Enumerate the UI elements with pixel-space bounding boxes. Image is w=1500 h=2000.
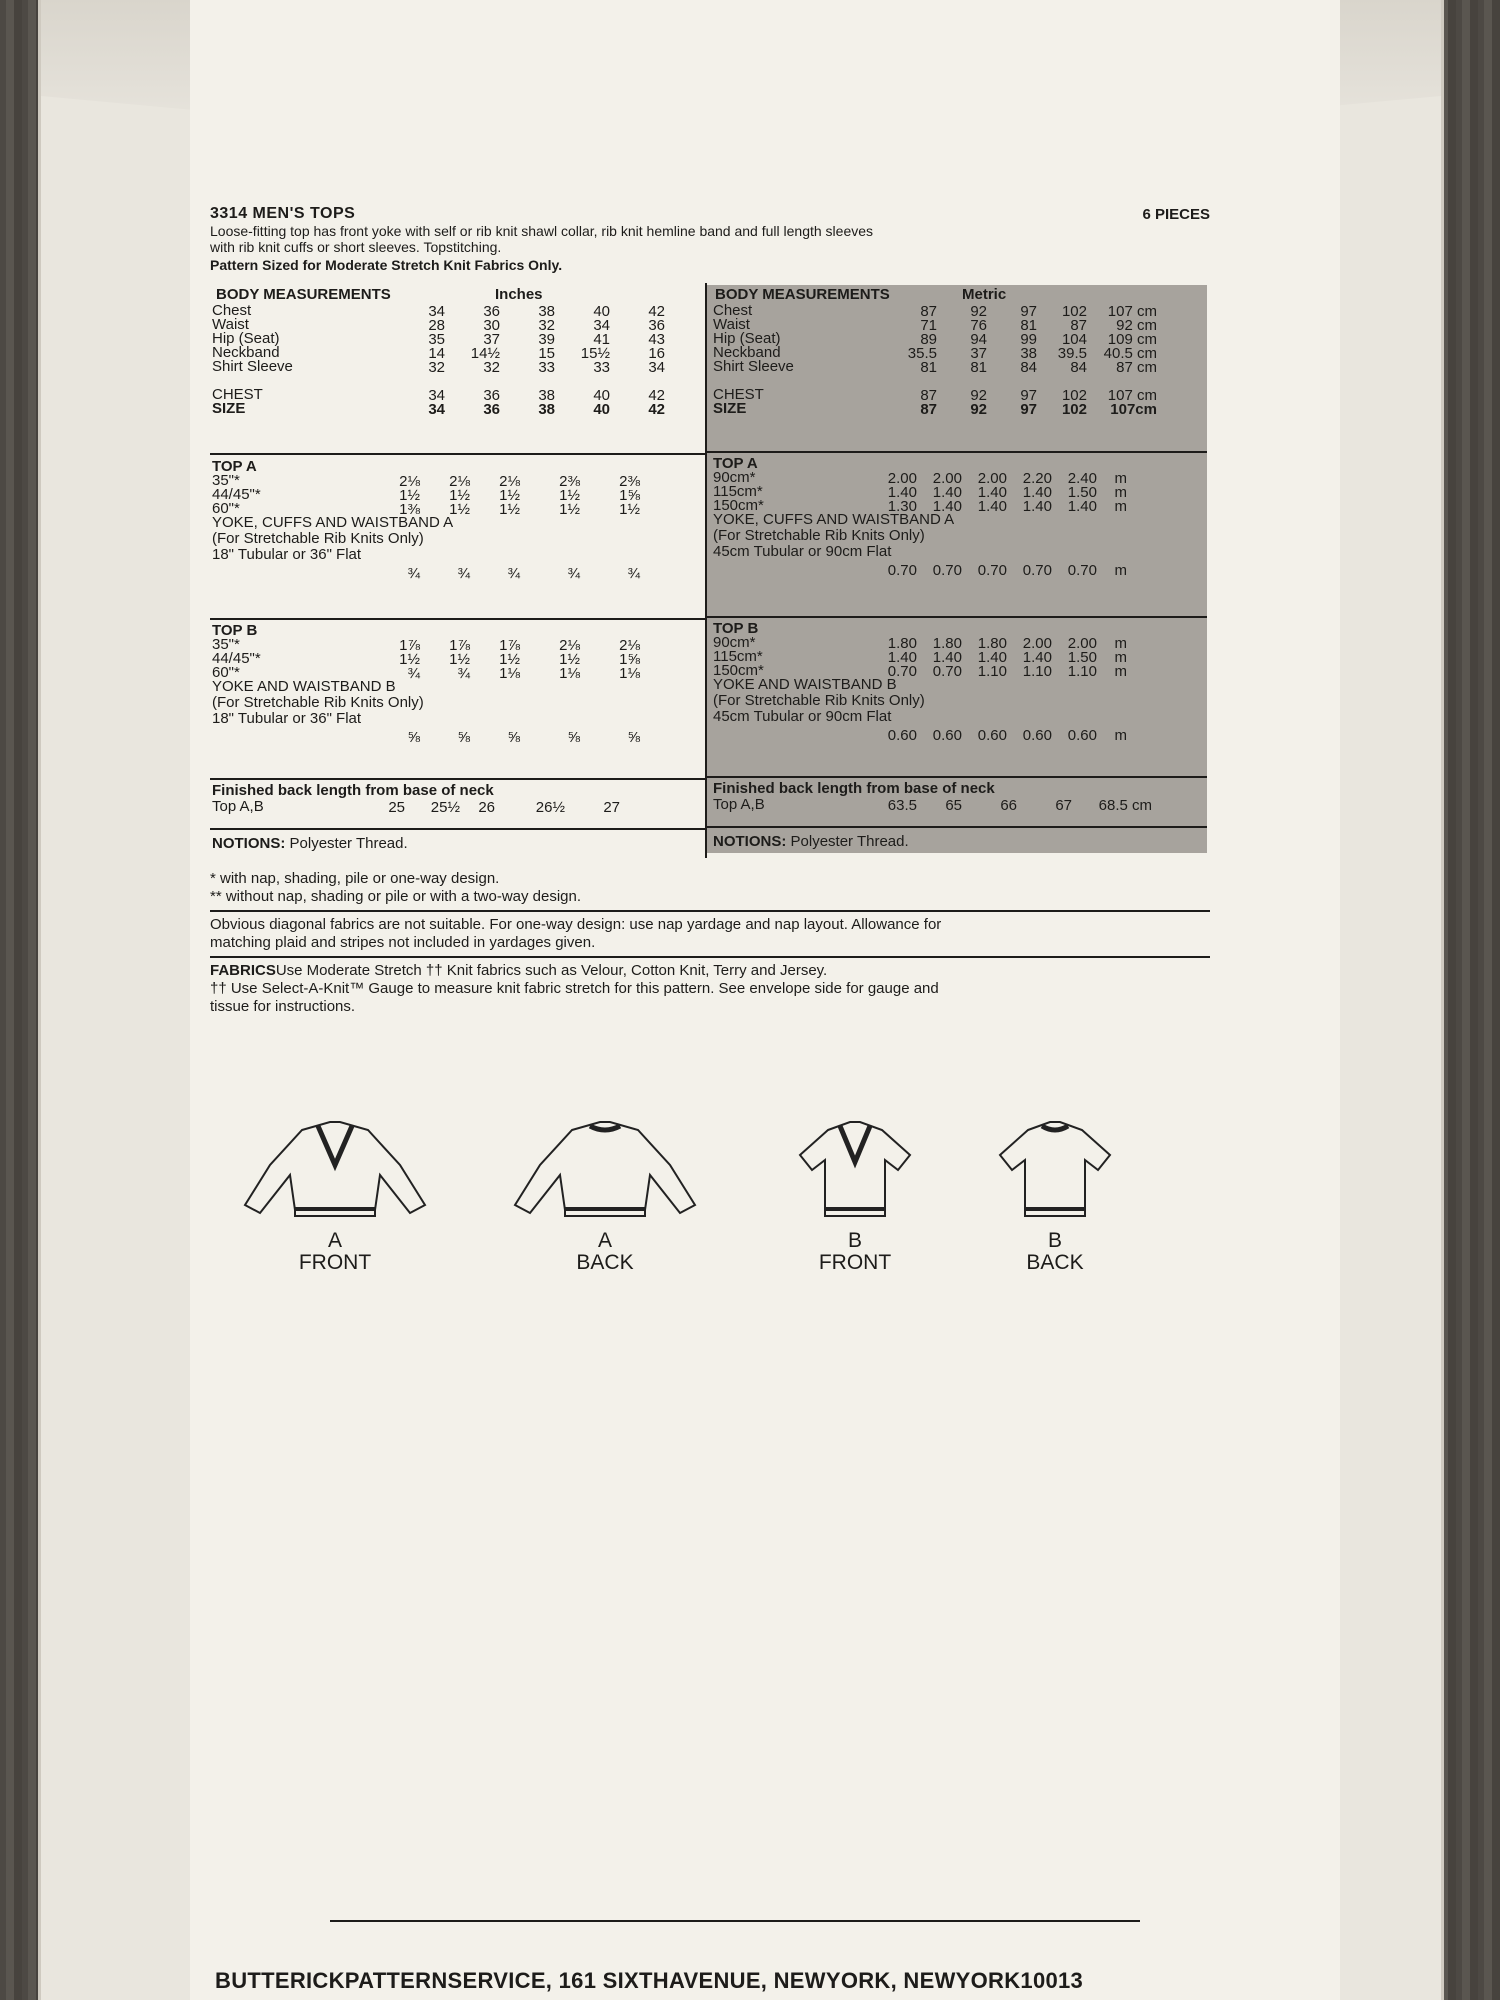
cell-value: 37 (483, 331, 500, 348)
yardage-table (210, 283, 1210, 858)
cell-value: 16 (648, 345, 665, 362)
cell-value: 0.70 (932, 562, 962, 579)
gauge-note-1: †† Use Select-A-Knit™ Gauge to measure knit fabric stretch for this pattern. See envelope side for gauge and (210, 980, 939, 997)
rib-knit-values (360, 565, 640, 582)
cell-value: 92 cm (1116, 317, 1157, 334)
cell-value: 1.40 (932, 498, 962, 515)
yardage-values (872, 663, 1127, 680)
cell-value: 40 (593, 387, 610, 404)
cell-value: ⅝ (457, 729, 470, 746)
cell-value: 1½ (559, 501, 580, 518)
measurement-label: Shirt Sleeve (212, 358, 293, 375)
rib-knit-size: 45cm Tubular or 90cm Flat (713, 708, 892, 725)
cell-value: 34 (428, 401, 445, 418)
cell-value: 0.60 (887, 727, 917, 744)
measurement-label: Neckband (212, 344, 280, 361)
rib-knit-size: 18" Tubular or 36" Flat (212, 546, 362, 563)
pieces-count: 6 PIECES (1142, 206, 1210, 223)
size-values (390, 401, 665, 418)
cell-value: 87 (1070, 317, 1087, 334)
cell-value: 1⅜ (399, 501, 420, 518)
cell-value: m (1114, 498, 1127, 515)
cell-value: 25½ (430, 799, 460, 816)
yardage-values (360, 665, 640, 682)
cell-value: 0.70 (977, 562, 1007, 579)
figure-view: A (597, 1229, 612, 1252)
cell-value: ¾ (407, 565, 420, 582)
diagonal-note-1: Obvious diagonal fabrics are not suitable. For one-way design: use nap yardage and nap layout. Allowance for (210, 916, 942, 933)
divider (210, 453, 705, 455)
cell-value: 84 (1070, 359, 1087, 376)
figure-view: A (327, 1229, 342, 1252)
cell-value: m (1114, 727, 1127, 744)
cell-value: 1.80 (977, 635, 1007, 652)
cell-value: 2⅜ (619, 473, 640, 490)
cell-value: 102 (1061, 387, 1087, 404)
divider (707, 451, 1207, 453)
rib-knit-title: YOKE, CUFFS AND WAISTBAND A (212, 514, 454, 531)
cell-value: 1.10 (1067, 663, 1097, 680)
fabric-width-label: 60"* (212, 664, 240, 681)
divider (707, 776, 1207, 778)
cell-value: 87 (920, 401, 937, 418)
cell-value: 97 (1020, 401, 1037, 418)
cell-value: 38 (538, 387, 555, 404)
cell-value: 1½ (499, 651, 520, 668)
measurement-label: Waist (212, 316, 249, 333)
cell-value: 41 (593, 331, 610, 348)
cell-value: 81 (1020, 317, 1037, 334)
cell-value: 94 (970, 331, 987, 348)
divider (330, 1920, 1140, 1922)
fabric-width-label: 44/45"* (212, 486, 261, 503)
cell-value: 32 (428, 359, 445, 376)
cell-value: ⅝ (627, 729, 640, 746)
cell-value: ¾ (627, 565, 640, 582)
finished-length-values (360, 799, 620, 816)
cell-value: 32 (538, 317, 555, 334)
cell-value: 0.60 (1067, 727, 1097, 744)
cell-value: 1⅞ (499, 637, 520, 654)
cell-value: 35.5 (907, 345, 937, 362)
cell-value: 92 (970, 303, 987, 320)
yardage-section-label: TOP A (713, 455, 758, 472)
cell-value: 92 (970, 387, 987, 404)
cell-value: 28 (428, 317, 445, 334)
cell-value: 1⅛ (619, 665, 640, 682)
cell-value: 107 cm (1107, 387, 1157, 404)
figure-view: B (1047, 1229, 1062, 1252)
cell-value: 2.00 (887, 470, 917, 487)
chest-label: CHEST (212, 386, 263, 403)
cell-value: 2.00 (1022, 635, 1052, 652)
cell-value: 102 (1061, 401, 1087, 418)
cell-value: 0.70 (1067, 562, 1097, 579)
cell-value: 15 (538, 345, 555, 362)
fabric-width-label: 35"* (212, 472, 240, 489)
finished-length-values (872, 797, 1152, 814)
cell-value: 1.80 (887, 635, 917, 652)
cell-value: 1½ (449, 487, 470, 504)
imperial-heading: BODY MEASUREMENTS (216, 286, 391, 303)
metric-units: Metric (962, 286, 1007, 303)
cell-value: 2.20 (1022, 470, 1052, 487)
cell-value: 33 (593, 359, 610, 376)
measurement-label: Hip (Seat) (713, 330, 781, 347)
cell-value: ¾ (457, 565, 470, 582)
pattern-title: 3314 MEN'S TOPS (210, 205, 356, 222)
cell-value: m (1114, 470, 1127, 487)
rib-knit-note: (For Stretchable Rib Knits Only) (212, 530, 424, 547)
cell-value: 1½ (449, 501, 470, 518)
cell-value: 1.40 (887, 649, 917, 666)
measurement-label: Neckband (713, 344, 781, 361)
figure-b-back (950, 1110, 1160, 1310)
figure-a-front (230, 1110, 440, 1310)
cell-value: 0.60 (932, 727, 962, 744)
cell-value: 34 (428, 387, 445, 404)
rib-knit-note: (For Stretchable Rib Knits Only) (713, 692, 925, 709)
cell-value: 30 (483, 317, 500, 334)
cell-value: 1.40 (977, 649, 1007, 666)
rib-knit-size: 45cm Tubular or 90cm Flat (713, 543, 892, 560)
cell-value: 35 (428, 331, 445, 348)
cell-value: 87 (920, 387, 937, 404)
notions-row (713, 834, 909, 850)
rib-knit-title: YOKE AND WAISTBAND B (713, 676, 897, 693)
cell-value: 1.10 (977, 663, 1007, 680)
divider (210, 956, 1210, 958)
cell-value: 0.70 (887, 663, 917, 680)
rib-knit-values (360, 729, 640, 746)
cell-value: ¾ (457, 665, 470, 682)
cell-value: 81 (970, 359, 987, 376)
cell-value: 40.5 cm (1103, 345, 1157, 362)
divider (210, 778, 705, 780)
cell-value: 25 (388, 799, 405, 816)
cell-value: 1.10 (1022, 663, 1052, 680)
size-label: SIZE (713, 400, 747, 417)
cell-value: 1½ (399, 487, 420, 504)
notions-row (212, 836, 408, 852)
cell-value: 2⅛ (559, 637, 580, 654)
size-label: SIZE (212, 400, 246, 417)
cell-value: 102 (1061, 303, 1087, 320)
cell-value: 42 (648, 303, 665, 320)
cell-value: 1½ (619, 501, 640, 518)
cell-value: ¾ (567, 565, 580, 582)
size-values (887, 401, 1157, 418)
measurement-label: Chest (212, 302, 252, 319)
cell-value: 1.50 (1067, 649, 1097, 666)
finished-length-title: Finished back length from base of neck (212, 782, 494, 799)
cell-value: 0.70 (1022, 562, 1052, 579)
cell-value: 1½ (399, 651, 420, 668)
cell-value: 27 (603, 799, 620, 816)
fabric-width-label: 90cm* (713, 469, 756, 486)
cell-value: 36 (483, 303, 500, 320)
nap-note-2: ** without nap, shading or pile or with a two-way design. (210, 888, 582, 905)
rib-knit-title: YOKE AND WAISTBAND B (212, 678, 396, 695)
measurement-label: Chest (713, 302, 753, 319)
cell-value: 92 (970, 401, 987, 418)
finished-length-label: Top A,B (713, 796, 765, 813)
cell-value: 1.30 (887, 498, 917, 515)
cell-value: 26 (478, 799, 495, 816)
cell-value: 1.40 (1022, 484, 1052, 501)
notions-label: NOTIONS: (212, 835, 286, 852)
cell-value: 1.40 (932, 649, 962, 666)
metric-panel (707, 285, 1207, 853)
cell-value: 97 (1020, 387, 1037, 404)
figure-side: BACK (576, 1251, 634, 1274)
publisher-address: BUTTERICKPATTERNSERVICE, 161 SIXTHAVENUE, NEWYORK, NEWYORK10013 (215, 1968, 1084, 1993)
cell-value: 66 (1000, 797, 1017, 814)
cell-value: 26½ (535, 799, 565, 816)
cell-value: 63.5 (887, 797, 917, 814)
cell-value: 67 (1055, 797, 1072, 814)
cell-value: 1.40 (932, 484, 962, 501)
fabric-width-label: 60"* (212, 500, 240, 517)
rib-knit-note: (For Stretchable Rib Knits Only) (212, 694, 424, 711)
cell-value: 1.40 (887, 484, 917, 501)
cell-value: 36 (648, 317, 665, 334)
cell-value: 1⅞ (449, 637, 470, 654)
cell-value: 2⅛ (499, 473, 520, 490)
cell-value: 1½ (449, 651, 470, 668)
yardage-section-label: TOP A (212, 458, 257, 475)
cell-value: 34 (593, 317, 610, 334)
cell-value: 1.40 (1022, 649, 1052, 666)
imperial-panel (210, 283, 705, 858)
cell-value: 42 (648, 387, 665, 404)
figure-side: FRONT (298, 1251, 372, 1274)
cell-value: 0.60 (977, 727, 1007, 744)
cell-value: 34 (428, 303, 445, 320)
fabric-width-label: 35"* (212, 636, 240, 653)
imperial-units: Inches (495, 286, 543, 303)
cell-value: 1⅝ (619, 651, 640, 668)
cell-value: 2⅜ (559, 473, 580, 490)
measurement-values (887, 359, 1157, 376)
description-line-2: with rib knit cuffs or short sleeves. Topstitching. (210, 239, 502, 255)
cell-value: 0.70 (932, 663, 962, 680)
figure-side: FRONT (818, 1251, 892, 1274)
cell-value: 104 (1061, 331, 1087, 348)
cell-value: 68.5 cm (1098, 797, 1152, 814)
cell-value: 39.5 (1057, 345, 1087, 362)
cell-value: m (1114, 562, 1127, 579)
fabrics-text: Use Moderate Stretch †† Knit fabrics such as Velour, Cotton Knit, Terry and Jersey. (275, 962, 828, 979)
divider (210, 618, 705, 620)
figure-b-front (750, 1110, 960, 1310)
cell-value: 99 (1020, 331, 1037, 348)
fabrics-label: FABRICS (210, 962, 276, 979)
cell-value: 33 (538, 359, 555, 376)
cell-value: 1⅛ (559, 665, 580, 682)
cell-value: 2.40 (1067, 470, 1097, 487)
cell-value: 14½ (470, 345, 500, 362)
notes-section (210, 870, 1210, 1016)
divider (707, 826, 1207, 828)
cell-value: 1⅝ (619, 487, 640, 504)
fabric-width-label: 150cm* (713, 662, 764, 679)
cell-value: 1⅞ (399, 637, 420, 654)
yardage-section-label: TOP B (212, 622, 258, 639)
cell-value: 2.00 (1067, 635, 1097, 652)
cell-value: m (1114, 649, 1127, 666)
chest-label: CHEST (713, 386, 764, 403)
cell-value: 38 (538, 401, 555, 418)
rib-knit-size: 18" Tubular or 36" Flat (212, 710, 362, 727)
divider (210, 910, 1210, 912)
notions-label: NOTIONS: (713, 833, 787, 850)
cell-value: 1.80 (932, 635, 962, 652)
gauge-note-2: tissue for instructions. (210, 998, 356, 1015)
cell-value: 1.40 (1022, 498, 1052, 515)
cell-value: 97 (1020, 303, 1037, 320)
cell-value: 1.40 (1067, 498, 1097, 515)
pattern-info (210, 205, 1210, 858)
measurement-label: Waist (713, 316, 750, 333)
measurement-values (390, 359, 665, 376)
cell-value: 36 (483, 387, 500, 404)
figure-view: B (847, 1229, 862, 1252)
cell-value: ¾ (407, 665, 420, 682)
cell-value: 14 (428, 345, 445, 362)
cell-value: ⅝ (567, 729, 580, 746)
nap-note-1: * with nap, shading, pile or one-way design. (210, 870, 500, 887)
cell-value: 87 (920, 303, 937, 320)
sweater-short-sleeve-front-icon (750, 1110, 960, 1230)
sweater-long-sleeve-back-icon (500, 1110, 710, 1230)
cell-value: 40 (593, 303, 610, 320)
cell-value: 38 (538, 303, 555, 320)
cell-value: ¾ (507, 565, 520, 582)
cell-value: ⅝ (507, 729, 520, 746)
fabric-width-label: 115cm* (713, 648, 763, 665)
sweater-short-sleeve-back-icon (950, 1110, 1160, 1230)
divider (210, 828, 705, 830)
sweater-long-sleeve-front-icon (230, 1110, 440, 1230)
cell-value: m (1114, 484, 1127, 501)
cell-value: 40 (593, 401, 610, 418)
cell-value: 1⅛ (499, 665, 520, 682)
cell-value: 76 (970, 317, 987, 334)
diagonal-note-2: matching plaid and stripes not included in yardages given. (210, 934, 596, 951)
cell-value: 87 cm (1116, 359, 1157, 376)
cell-value: 1.50 (1067, 484, 1097, 501)
cell-value: 1½ (559, 651, 580, 668)
cell-value: 2⅛ (399, 473, 420, 490)
rib-knit-values (872, 727, 1127, 744)
cell-value: 2.00 (977, 470, 1007, 487)
fabric-width-label: 150cm* (713, 497, 764, 514)
figure-side: BACK (1026, 1251, 1084, 1274)
yardage-section-label: TOP B (713, 620, 759, 637)
cell-value: 65 (945, 797, 962, 814)
cell-value: 1½ (499, 487, 520, 504)
cell-value: 84 (1020, 359, 1037, 376)
cell-value: 36 (483, 401, 500, 418)
cell-value: 2⅛ (619, 637, 640, 654)
fabric-width-label: 90cm* (713, 634, 756, 651)
notions-text: Polyester Thread. (289, 835, 408, 852)
cell-value: ⅝ (407, 729, 420, 746)
notions-text: Polyester Thread. (790, 833, 909, 850)
cell-value: 38 (1020, 345, 1037, 362)
cell-value: 39 (538, 331, 555, 348)
cell-value: 15½ (580, 345, 610, 362)
cell-value: 71 (920, 317, 937, 334)
cell-value: 1.40 (977, 484, 1007, 501)
cell-value: m (1114, 635, 1127, 652)
cell-value: 42 (648, 401, 665, 418)
cell-value: 32 (483, 359, 500, 376)
rib-knit-values (872, 562, 1127, 579)
fabric-width-label: 115cm* (713, 483, 763, 500)
rib-knit-title: YOKE, CUFFS AND WAISTBAND A (713, 511, 955, 528)
finished-length-title: Finished back length from base of neck (713, 780, 995, 797)
measurement-label: Hip (Seat) (212, 330, 280, 347)
cell-value: 109 cm (1107, 331, 1157, 348)
cell-value: 43 (648, 331, 665, 348)
cell-value: 107 cm (1107, 303, 1157, 320)
figure-a-back (500, 1110, 710, 1310)
cell-value: 1½ (499, 501, 520, 518)
description-line-1: Loose-fitting top has front yoke with self or rib knit shawl collar, rib knit hemline band and full length sleeves (210, 223, 874, 239)
measurement-label: Shirt Sleeve (713, 358, 794, 375)
cell-value: 1½ (559, 487, 580, 504)
cell-value: 89 (920, 331, 937, 348)
cell-value: 107cm (1110, 401, 1157, 418)
fabric-width-label: 44/45"* (212, 650, 261, 667)
cell-value: 37 (970, 345, 987, 362)
cell-value: 0.70 (887, 562, 917, 579)
cell-value: 2.00 (932, 470, 962, 487)
cell-value: 81 (920, 359, 937, 376)
finished-length-label: Top A,B (212, 798, 264, 815)
divider (707, 616, 1207, 618)
cell-value: 0.60 (1022, 727, 1052, 744)
fabrics-note (210, 962, 1210, 980)
cell-value: m (1114, 663, 1127, 680)
sized-for-note: Pattern Sized for Moderate Stretch Knit Fabrics Only. (210, 257, 563, 273)
rib-knit-note: (For Stretchable Rib Knits Only) (713, 527, 925, 544)
metric-heading: BODY MEASUREMENTS (715, 286, 890, 303)
garment-illustrations (230, 1110, 1160, 1310)
cell-value: 1.40 (977, 498, 1007, 515)
cell-value: 2⅛ (449, 473, 470, 490)
header-row (210, 205, 1210, 223)
cell-value: 34 (648, 359, 665, 376)
